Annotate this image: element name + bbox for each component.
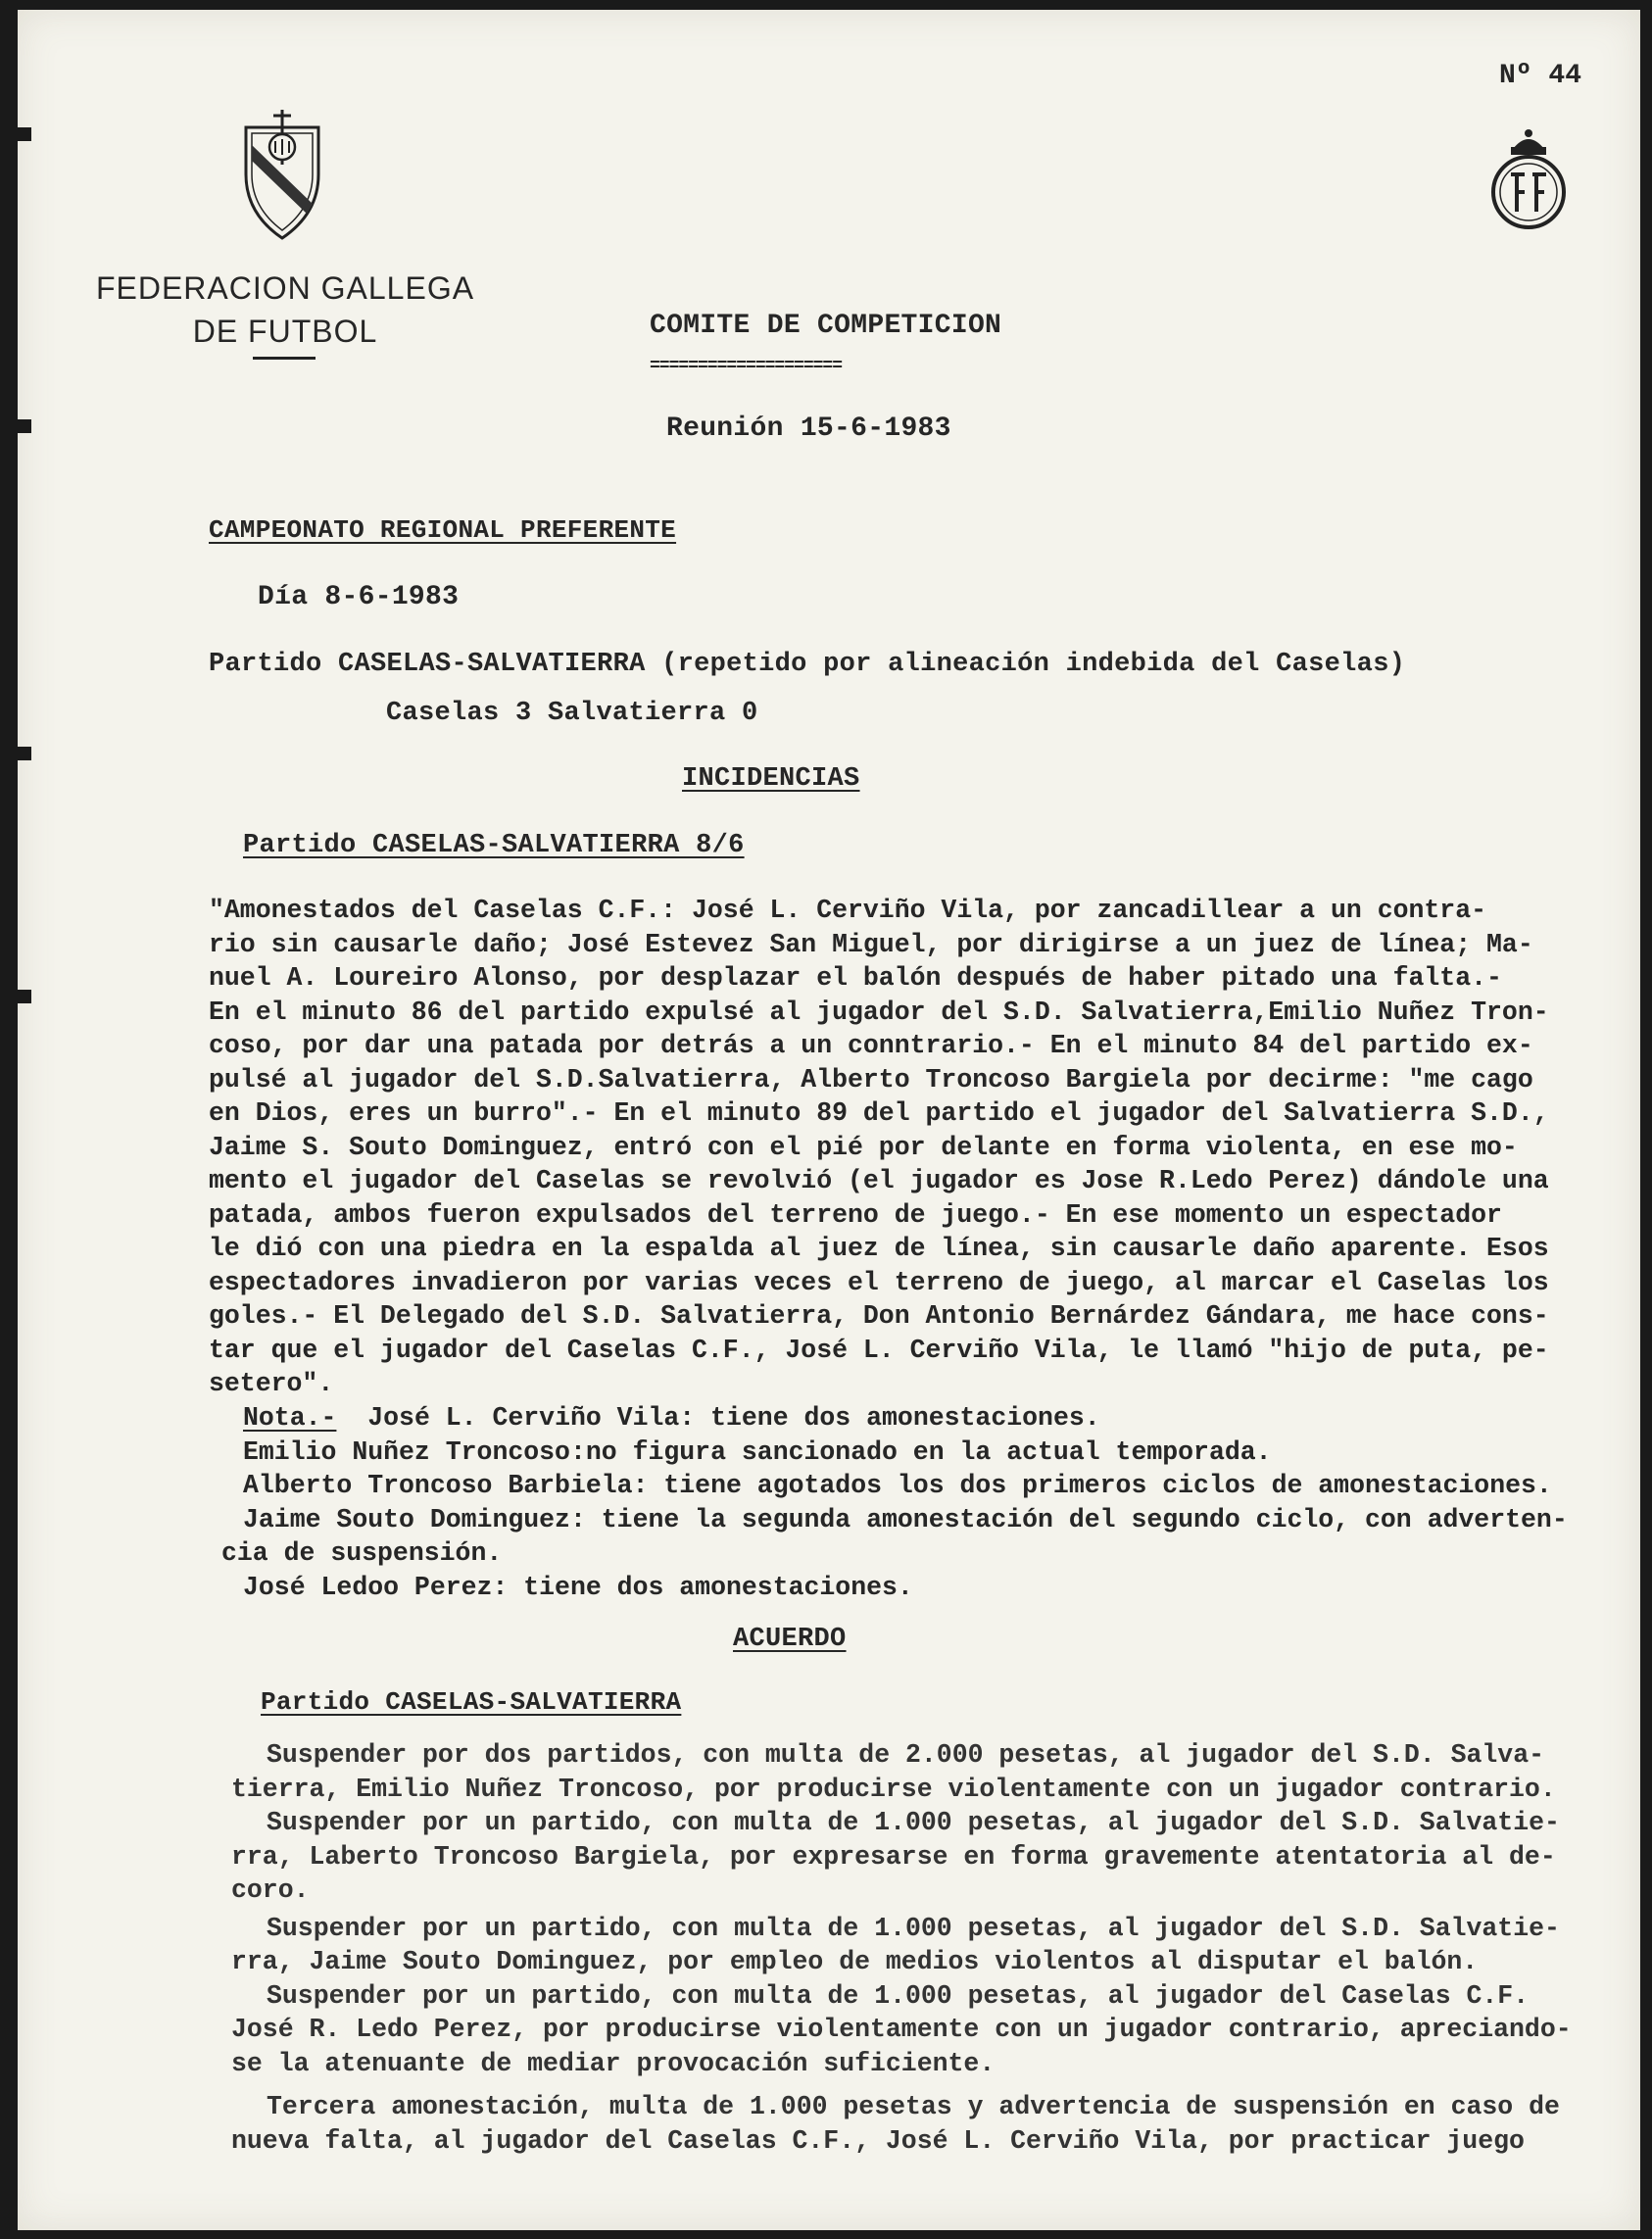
- resolution-line: se la atenuante de mediar provocación suficiente.: [231, 2048, 996, 2078]
- page-number: Nº 44: [1498, 61, 1581, 91]
- resolution-line: Suspender por dos partidos, con multa de 2.000 pesetas, al jugador del S.D. Salva-: [267, 1740, 1545, 1770]
- note-line: Emilio Nuñez Troncoso:no figura sancionado en la actual temporada.: [243, 1436, 1272, 1467]
- resolution-line: tierra, Emilio Nuñez Troncoso, por producirse violentamente con un jugador contrario.: [231, 1774, 1556, 1804]
- report-line: patada, ambos fueron expulsados del terreno de juego.- En ese momento un espectador: [209, 1199, 1502, 1230]
- report-line: "Amonestados del Caselas C.F.: José L. Cerviño Vila, por zancadillear a un contra-: [209, 896, 1487, 925]
- match-result: Caselas 3 Salvatierra 0: [386, 699, 758, 728]
- report-line: rio sin causarle daño; José Estevez San Miguel, por dirigirse a un juez de línea; Ma-: [209, 929, 1533, 959]
- note-label: Nota.-: [243, 1403, 337, 1433]
- resolution-line: nueva falta, al jugador del Caselas C.F., José L. Cerviño Vila, por practicar juego: [231, 2125, 1525, 2156]
- report-line: En el minuto 86 del partido expulsé al jugador del S.D. Salvatierra,Emilio Nuñez Tron-: [209, 997, 1549, 1027]
- federation-name: [74, 267, 496, 353]
- report-line: goles.- El Delegado del S.D. Salvatierra, Don Antonio Bernárdez Gándara, me hace cons-: [209, 1301, 1549, 1331]
- committee-title-rule: ====================: [650, 357, 843, 376]
- acuerdo-heading: ACUERDO: [733, 1625, 847, 1654]
- document-page: [18, 10, 1640, 2230]
- resolution-line: Suspender por un partido, con multa de 1.000 pesetas, al jugador del S.D. Salvatie-: [267, 1913, 1560, 1943]
- federation-underline: [253, 357, 316, 360]
- federation-crest-icon: [238, 106, 326, 243]
- page-edge-notch: [18, 419, 31, 433]
- resolution-line: rra, Laberto Troncoso Bargiela, por expresarse en forma gravemente atentatoria al de-: [231, 1841, 1556, 1872]
- note-line: José L. Cerviño Vila: tiene dos amonestaciones.: [367, 1403, 1100, 1433]
- note-line: José Ledoo Perez: tiene dos amonestaciones.: [243, 1572, 913, 1602]
- incidencias-heading: INCIDENCIAS: [682, 764, 860, 794]
- meeting-date: Reunión 15-6-1983: [666, 414, 951, 444]
- resolution-line: rra, Jaime Souto Dominguez, por empleo de medios violentos al disputar el balón.: [231, 1947, 1479, 1976]
- report-line: Jaime S. Souto Dominguez, entró con el pié por delante en forma violenta, en ese mo-: [209, 1132, 1518, 1162]
- resolution-line: Tercera amonestación, multa de 1.000 pesetas y advertencia de suspensión en caso de: [267, 2092, 1560, 2121]
- federation-name-line2: DE FUTBOL: [192, 314, 378, 349]
- resolution-line: Suspender por un partido, con multa de 1.000 pesetas, al jugador del S.D. Salvatie-: [267, 1808, 1560, 1837]
- match-day: Día 8-6-1983: [258, 582, 460, 612]
- championship-heading: CAMPEONATO REGIONAL PREFERENTE: [209, 515, 677, 545]
- report-line: mento el jugador del Caselas se revolvió (el jugador es Jose R.Ledo Perez) dándole una: [209, 1166, 1549, 1195]
- report-line: pulsé al jugador del S.D.Salvatierra, Alberto Troncoso Bargiela por decirme: "me cago: [209, 1064, 1533, 1095]
- federation-name-line1: FEDERACION GALLEGA: [95, 270, 475, 306]
- committee-title: COMITE DE COMPETICION: [650, 311, 1002, 341]
- report-line: setero".: [209, 1369, 334, 1398]
- referee-report: [209, 894, 1549, 1401]
- resolution-line: Suspender por un partido, con multa de 1.000 pesetas, al jugador del Caselas C.F.: [267, 1980, 1530, 2011]
- report-line: espectadores invadieron por varias veces el terreno de juego, al marcar el Caselas los: [209, 1267, 1549, 1297]
- match-line: Partido CASELAS-SALVATIERRA (repetido por alineación indebida del Caselas): [209, 650, 1406, 679]
- notes-block: [221, 1401, 1568, 1604]
- note-line: Alberto Troncoso Barbiela: tiene agotados los dos primeros ciclos de amonestaciones.: [243, 1471, 1552, 1500]
- incidencias-subheading: Partido CASELAS-SALVATIERRA 8/6: [243, 831, 745, 860]
- page-edge-notch: [18, 747, 31, 760]
- page-edge-notch: [18, 127, 31, 141]
- report-line: le dió con una piedra en la espalda al juez de línea, sin causarle daño aparente. Esos: [209, 1234, 1549, 1263]
- acuerdo-subheading: Partido CASELAS-SALVATIERRA: [261, 1687, 682, 1717]
- note-line: cia de suspensión.: [221, 1538, 503, 1568]
- page-edge-notch: [18, 990, 31, 1003]
- rfef-crest-icon: [1487, 125, 1570, 235]
- resolution-line: coro.: [231, 1875, 310, 1905]
- note-line: Jaime Souto Dominguez: tiene la segunda amonestación del segundo ciclo, con adverten-: [243, 1504, 1568, 1534]
- resolution-line: José R. Ledo Perez, por producirse violentamente con un jugador contrario, apreciando-: [231, 2015, 1572, 2044]
- report-line: coso, por dar una patada por detrás a un conntrario.- En el minuto 84 del partido ex-: [209, 1031, 1533, 1060]
- acuerdo-resolutions: [231, 1738, 1572, 2158]
- report-line: en Dios, eres un burro".- En el minuto 89 del partido el jugador del Salvatierra S.D.,: [209, 1098, 1549, 1128]
- report-line: tar que el jugador del Caselas C.F., José L. Cerviño Vila, le llamó "hijo de puta, pe-: [209, 1335, 1549, 1365]
- report-line: nuel A. Loureiro Alonso, por desplazar el balón después de haber pitado una falta.-: [209, 963, 1502, 993]
